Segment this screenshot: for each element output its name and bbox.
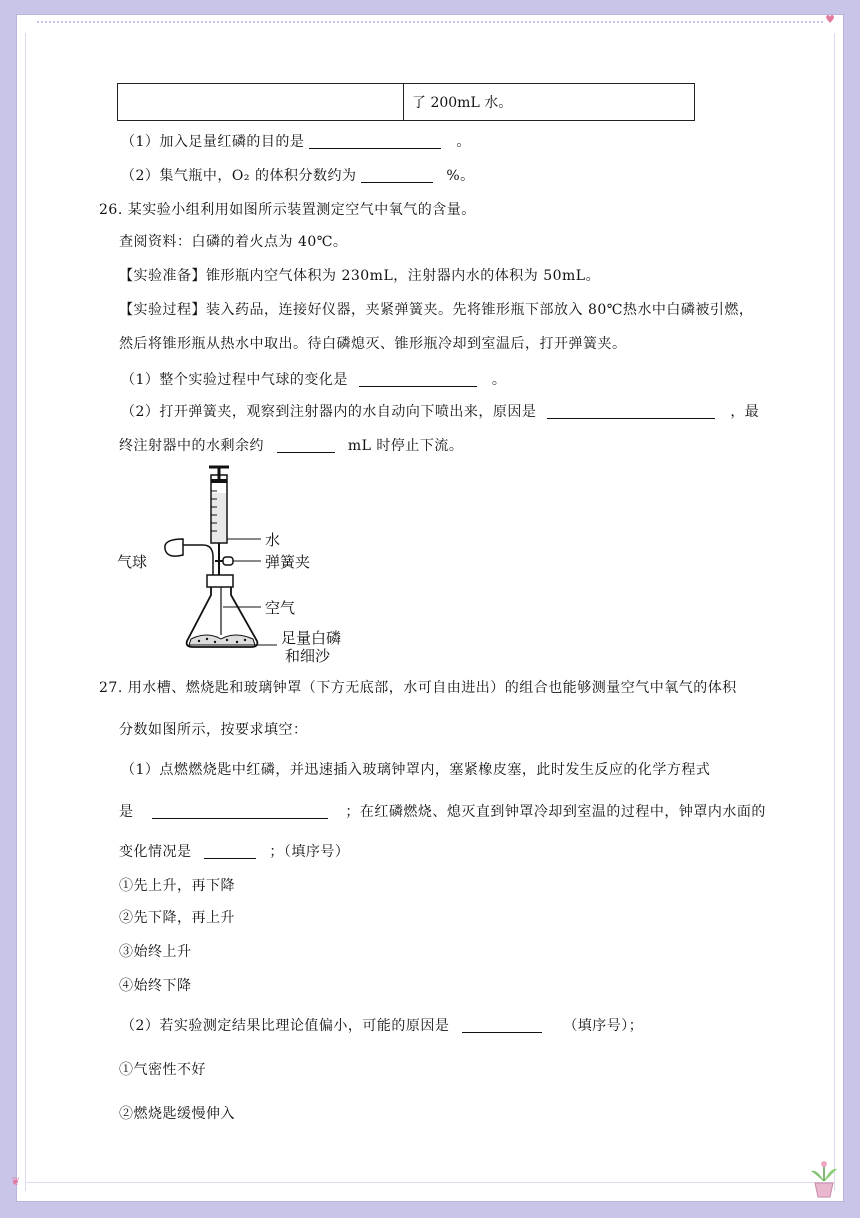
syringe-water (212, 493, 226, 542)
q26-prep: 【实验准备】锥形瓶内空气体积为 230mL，注射器内水的体积为 50mL。 (119, 268, 601, 284)
label-balloon: 气球 (117, 553, 148, 571)
q26-part1-text: （1）整个实验过程中气球的变化是 (121, 372, 348, 388)
q27-equation-blank[interactable] (152, 804, 328, 819)
q27-option-2: ②先下降，再上升 (119, 910, 235, 926)
q27-part2-blank[interactable] (462, 1018, 542, 1033)
q25-part1-text: （1）加入足量红磷的目的是 (121, 134, 305, 150)
q25-part2-blank[interactable] (361, 168, 433, 183)
label-phosphorus-1: 足量白磷 (281, 629, 342, 647)
label-air: 空气 (265, 599, 296, 617)
label-water: 水 (265, 531, 281, 549)
q27-part2-option-1: ①气密性不好 (119, 1062, 206, 1078)
q26-process-line1: 【实验过程】装入药品，连接好仪器，夹紧弹簧夹。先将锥形瓶下部放入 80℃热水中白磷被引燃， (119, 302, 754, 318)
q26-part2-end: ，最 (730, 404, 760, 420)
q27-part2-end: （填序号）； (563, 1018, 644, 1034)
worksheet-page (11, 13, 844, 1202)
q25-part1-blank[interactable] (309, 134, 441, 149)
balloon (165, 539, 183, 556)
spring-clip (223, 557, 233, 565)
q25-part2 (121, 165, 475, 185)
q27-stem-line2: 分数如图所示，按要求填空： (119, 722, 308, 738)
q26-part2-line2-text: 终注射器中的水剩余约 (119, 438, 264, 454)
rubber-stopper (207, 575, 233, 587)
q27-part2-text: （2）若实验测定结果比理论值偏小，可能的原因是 (121, 1018, 450, 1034)
top-dotted-border (37, 21, 823, 23)
q27-option-1: ①先上升，再下降 (119, 878, 235, 894)
q25-part1 (121, 131, 471, 151)
q27-part2 (121, 1015, 643, 1035)
q27-stem: 27. 用水槽、燃烧匙和玻璃钟罩（下方无底部，水可自由进出）的组合也能够测量空气中氧气的体积 (99, 680, 737, 696)
q26-part2-text: （2）打开弹簧夹，观察到注射器内的水自动向下喷出来，原因是 (121, 404, 537, 420)
q26-part2-line2-end: mL 时停止下流。 (347, 438, 464, 454)
q27-part2-option-2: ②燃烧匙缓慢伸入 (119, 1106, 235, 1122)
q25-part2-end: %。 (446, 168, 475, 184)
q27-part1-line2-start: 是 (119, 804, 134, 820)
heart-deco-icon: ❦ (11, 1175, 21, 1188)
q25-part1-end: 。 (456, 134, 471, 150)
table-cell-left (118, 84, 404, 120)
q27-part1-line3-start: 变化情况是 (119, 844, 192, 860)
q27-part1-line1: （1）点燃燃烧匙中红磷，并迅速插入玻璃钟罩内，塞紧橡皮塞，此时发生反应的化学方程式 (121, 762, 711, 778)
q25-part2-text: （2）集气瓶中，O₂ 的体积分数约为 (121, 168, 357, 184)
q26-part2 (121, 401, 759, 421)
q26-stem: 26. 某实验小组利用如图所示装置测定空气中氧气的含量。 (99, 202, 476, 218)
q26-part1-end: 。 (491, 372, 507, 388)
label-phosphorus-2: 和细沙 (285, 647, 331, 663)
q26-process-line2: 然后将锥形瓶从热水中取出。待白磷熄灭、锥形瓶冷却到室温后，打开弹簧夹。 (119, 336, 627, 352)
answer-table (117, 83, 695, 121)
bottom-border-line (25, 1182, 835, 1183)
label-clip: 弹簧夹 (265, 553, 311, 571)
q27-water-change-blank[interactable] (204, 844, 256, 859)
q27-option-4: ④始终下降 (119, 978, 192, 994)
q26-part1-blank[interactable] (359, 372, 477, 387)
q27-part1-line2-end: ；在红磷燃烧、熄灭直到钟罩冷却到室温的过程中，钟罩内水面的 (345, 804, 766, 820)
q26-part2-volume-blank[interactable] (277, 438, 335, 453)
heart-deco-icon: ♥ (825, 13, 835, 26)
q27-option-3: ③始终上升 (119, 944, 192, 960)
apparatus-figure (117, 463, 367, 663)
q26-part1 (121, 369, 506, 389)
potted-plant-icon (807, 1159, 841, 1199)
right-border-line (834, 33, 835, 1191)
table-cell-right: 了 200mL 水。 (412, 95, 513, 111)
q27-part1-line2 (119, 801, 766, 821)
q26-part2-blank[interactable] (547, 404, 715, 419)
left-border-line (25, 33, 26, 1191)
q27-part1-line3-end: ；（填序号） (269, 844, 350, 860)
balloon-tube (183, 545, 213, 575)
q27-part1-line3 (119, 841, 349, 861)
q26-part2-line2 (119, 435, 463, 455)
q26-info: 查阅资料：白磷的着火点为 40℃。 (119, 234, 348, 250)
